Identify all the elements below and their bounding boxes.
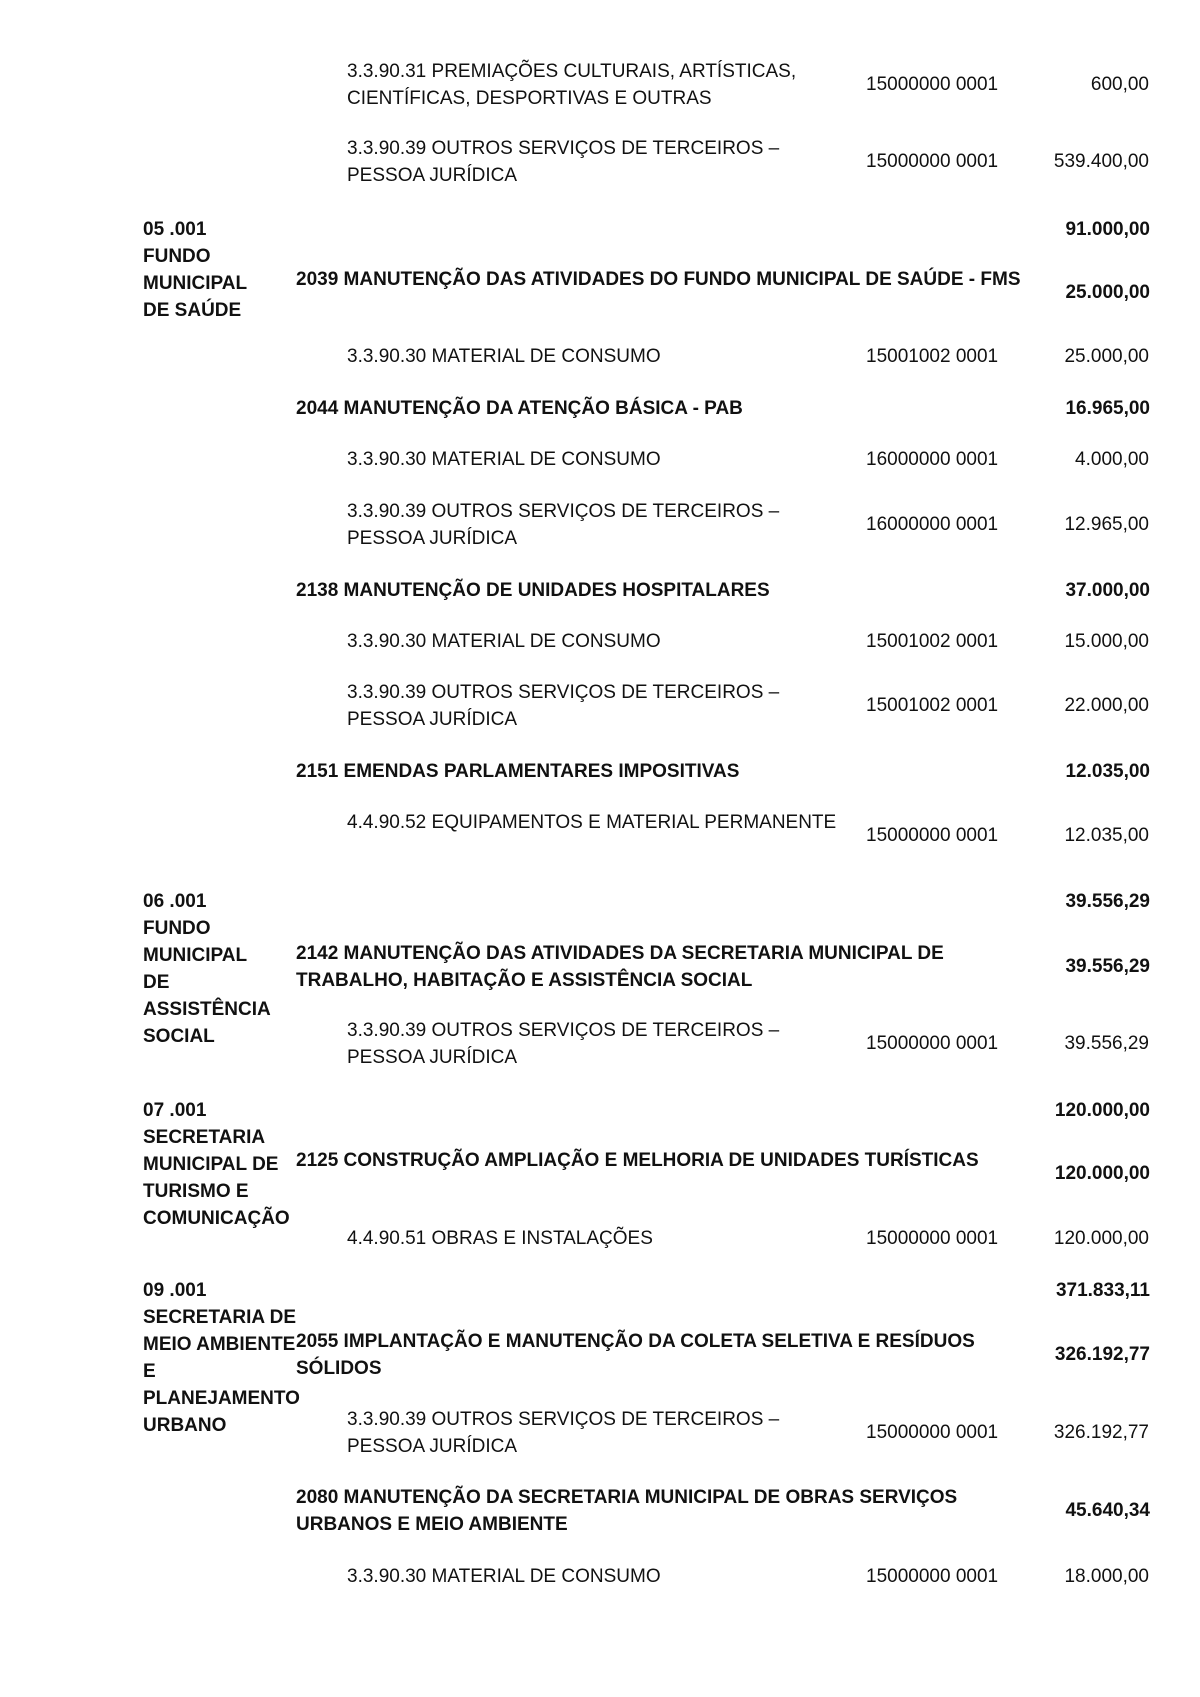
expense-value: 600,00 — [1090, 74, 1149, 95]
expense-description: 4.4.90.52 EQUIPAMENTOS E MATERIAL PERMANENTE — [347, 812, 837, 833]
funding-source: 16000000 0001 — [866, 514, 999, 535]
funding-source: 15000000 0001 — [866, 74, 999, 95]
expense-description: 3.3.90.31 PREMIAÇÕES CULTURAIS, ARTÍSTICAS, CIENTÍFICAS, DESPORTIVAS E OUTRAS — [347, 61, 797, 109]
action-title: 2138 MANUTENÇÃO DE UNIDADES HOSPITALARES — [296, 580, 770, 601]
action-title: 2151 EMENDAS PARLAMENTARES IMPOSITIVAS — [296, 761, 740, 782]
expense-value: 15.000,00 — [1064, 631, 1149, 652]
action-title: 2039 MANUTENÇÃO DAS ATIVIDADES DO FUNDO MUNICIPAL DE SAÚDE - FMS — [296, 269, 1021, 290]
expense-description: 3.3.90.39 OUTROS SERVIÇOS DE TERCEIROS – PESSOA JURÍDICA — [347, 682, 780, 730]
expense-value: 12.965,00 — [1064, 514, 1149, 535]
expense-value: 4.000,00 — [1075, 449, 1149, 470]
expense-value: 120.000,00 — [1053, 1228, 1149, 1249]
funding-source: 15000000 0001 — [866, 151, 999, 172]
funding-source: 15000000 0001 — [866, 1422, 999, 1443]
unit-title: 07 .001 SECRETARIA MUNICIPAL DE TURISMO E COMUNICAÇÃO — [143, 1100, 290, 1229]
unit-title: 09 .001 SECRETARIA DE MEIO AMBIENTE E PLANEJAMENTO URBANO — [143, 1280, 300, 1436]
expense-description: 3.3.90.39 OUTROS SERVIÇOS DE TERCEIROS – PESSOA JURÍDICA — [347, 1020, 780, 1068]
action-title: 2142 MANUTENÇÃO DAS ATIVIDADES DA SECRETARIA MUNICIPAL DE TRABALHO, HABITAÇÃO E ASSISTÊNCIA SOCIAL — [296, 943, 944, 991]
expense-description: 3.3.90.30 MATERIAL DE CONSUMO — [347, 1566, 661, 1587]
expense-description: 3.3.90.30 MATERIAL DE CONSUMO — [347, 631, 661, 652]
expense-description: 3.3.90.39 OUTROS SERVIÇOS DE TERCEIROS – PESSOA JURÍDICA — [347, 501, 780, 549]
expense-value: 39.556,29 — [1064, 1033, 1149, 1054]
funding-source: 15000000 0001 — [866, 1033, 999, 1054]
unit-title: 05 .001 FUNDO MUNICIPAL DE SAÚDE — [143, 219, 247, 321]
expense-value: 12.035,00 — [1064, 825, 1149, 846]
action-title: 2080 MANUTENÇÃO DA SECRETARIA MUNICIPAL DE OBRAS SERVIÇOS URBANOS E MEIO AMBIENTE — [296, 1487, 958, 1535]
expense-value: 25.000,00 — [1064, 346, 1149, 367]
unit-total: 371.833,11 — [1055, 1280, 1150, 1301]
expense-description: 4.4.90.51 OBRAS E INSTALAÇÕES — [347, 1228, 653, 1249]
expense-description: 3.3.90.39 OUTROS SERVIÇOS DE TERCEIROS – PESSOA JURÍDICA — [347, 1409, 780, 1457]
funding-source: 15000000 0001 — [866, 1228, 999, 1249]
funding-source: 16000000 0001 — [866, 449, 999, 470]
unit-title: 06 .001 FUNDO MUNICIPAL DE ASSISTÊNCIA SOCIAL — [143, 891, 271, 1047]
unit-total: 120.000,00 — [1054, 1100, 1150, 1121]
action-title: 2055 IMPLANTAÇÃO E MANUTENÇÃO DA COLETA SELETIVA E RESÍDUOS SÓLIDOS — [296, 1331, 975, 1379]
expense-value: 18.000,00 — [1064, 1566, 1149, 1587]
funding-source: 15000000 0001 — [866, 825, 999, 846]
expense-description: 3.3.90.30 MATERIAL DE CONSUMO — [347, 449, 661, 470]
funding-source: 15001002 0001 — [866, 631, 999, 652]
action-total: 25.000,00 — [1065, 282, 1150, 303]
funding-source: 15000000 0001 — [866, 1566, 999, 1587]
action-total: 39.556,29 — [1065, 956, 1150, 977]
action-total: 45.640,34 — [1065, 1500, 1150, 1521]
funding-source: 15001002 0001 — [866, 695, 999, 716]
action-title: 2125 CONSTRUÇÃO AMPLIAÇÃO E MELHORIA DE UNIDADES TURÍSTICAS — [296, 1150, 979, 1171]
action-total: 16.965,00 — [1065, 398, 1150, 419]
action-total: 120.000,00 — [1054, 1163, 1150, 1184]
expense-value: 326.192,77 — [1053, 1422, 1149, 1443]
action-total: 326.192,77 — [1054, 1344, 1150, 1365]
unit-total: 91.000,00 — [1065, 219, 1150, 240]
action-title: 2044 MANUTENÇÃO DA ATENÇÃO BÁSICA - PAB — [296, 398, 743, 419]
action-total: 12.035,00 — [1065, 761, 1150, 782]
expense-value: 22.000,00 — [1064, 695, 1149, 716]
funding-source: 15001002 0001 — [866, 346, 999, 367]
expense-description: 3.3.90.30 MATERIAL DE CONSUMO — [347, 346, 661, 367]
action-total: 37.000,00 — [1065, 580, 1150, 601]
expense-value: 539.400,00 — [1053, 151, 1149, 172]
unit-total: 39.556,29 — [1065, 891, 1150, 912]
expense-description: 3.3.90.39 OUTROS SERVIÇOS DE TERCEIROS – PESSOA JURÍDICA — [347, 138, 780, 186]
